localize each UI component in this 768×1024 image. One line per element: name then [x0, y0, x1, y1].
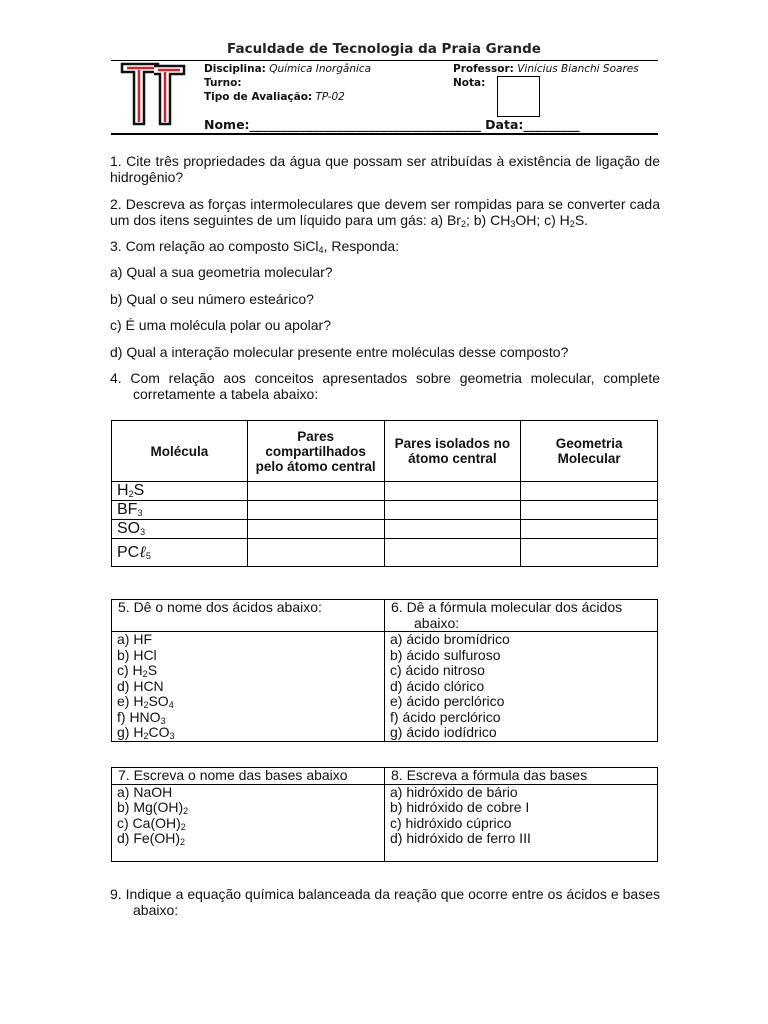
geometry-table — [111, 420, 658, 567]
answer-cell[interactable] — [521, 539, 658, 567]
data-blank[interactable]: _________ — [523, 117, 580, 132]
table-row — [112, 520, 658, 539]
formula-bf3: $BF_3$ — [117, 501, 143, 518]
professor-field: Professor: Vinícius Bianchi Soares — [453, 63, 639, 75]
grade-box[interactable] — [497, 76, 540, 117]
col-pares-compartilhados: Pares compartilhados pelo átomo central — [247, 421, 384, 482]
col-pares-isolados: Pares isolados no átomo central — [384, 421, 521, 482]
question-1: 1. Cite três propriedades da água que possam ser atribuídas à existência de ligação de hidrogênio? — [110, 153, 660, 185]
table-row — [112, 482, 658, 501]
acids-list-names — [112, 632, 385, 742]
nome-blank[interactable]: _____________________________________ — [249, 117, 481, 132]
question-3a: a) Qual a sua geometria molecular? — [110, 264, 333, 280]
tipo-avaliacao-field: Tipo de Avaliação: TP-02 — [204, 91, 345, 103]
list-item: d) HCN — [117, 677, 164, 694]
nome-label: Nome: — [204, 117, 250, 132]
question-7-head: 7. Escreva o nome das bases abaixo — [112, 768, 385, 785]
list-item: a) hidróxido de bário — [390, 783, 518, 800]
table-row — [112, 539, 658, 567]
nota-field: Nota: — [453, 77, 486, 89]
school-name: Faculdade de Tecnologia da Praia Grande — [227, 41, 541, 57]
data-label: Data: — [485, 117, 524, 132]
answer-cell[interactable] — [247, 501, 384, 520]
list-item: a) HF — [117, 631, 152, 647]
molecule-cell — [112, 482, 248, 501]
disciplina-field: Disciplina: Química Inorgânica — [204, 63, 372, 75]
question-3: 3. Com relação ao composto SiCl$_4$, Responda: — [110, 238, 400, 255]
list-item: f) ácido perclórico — [390, 708, 501, 725]
question-3b: b) Qual o seu número esteárico? — [110, 291, 314, 307]
list-item: b) ácido sulfuroso — [390, 646, 501, 663]
list-item: b) $Mg(OH)_2$ — [117, 799, 189, 816]
col-molecula: Molécula — [112, 421, 248, 482]
list-item: d) hidróxido de ferro III — [390, 830, 531, 846]
answer-cell[interactable] — [384, 482, 521, 501]
acids-table-body — [112, 632, 658, 742]
answer-cell[interactable] — [384, 520, 521, 539]
list-item: c) ácido nitroso — [390, 662, 485, 678]
geometry-table-header — [112, 421, 658, 482]
answer-cell[interactable] — [247, 482, 384, 501]
bases-list-names — [112, 784, 385, 861]
question-5-head: 5. Dê o nome dos ácidos abaixo: — [112, 600, 385, 632]
bases-table-body — [112, 784, 658, 861]
acids-table — [111, 599, 658, 742]
answer-cell[interactable] — [521, 520, 658, 539]
question-4-text: 4. Com relação aos conceitos apresentados sobre geometria molecular, complete corretamente a tabela abaixo: — [110, 370, 660, 402]
list-item: b) hidróxido de cobre I — [390, 799, 530, 815]
answer-cell[interactable] — [384, 539, 521, 567]
question-2 — [110, 196, 660, 228]
list-item: c) $H_2S$ — [117, 662, 158, 679]
answer-cell[interactable] — [521, 482, 658, 501]
question-6-head — [385, 600, 658, 632]
list-item: d) ácido clórico — [390, 677, 485, 694]
list-item: a) NaOH — [117, 783, 173, 800]
bases-table — [111, 767, 658, 862]
question-3d: d) Qual a interação molecular presente entre moléculas desse composto? — [110, 344, 569, 360]
list-item: g) ácido iodídrico — [390, 724, 497, 740]
name-date-line[interactable] — [204, 117, 580, 132]
list-item: c) hidróxido cúprico — [390, 814, 512, 831]
fatec-logo — [118, 60, 188, 128]
turno-field: Turno: — [204, 77, 242, 89]
list-item: d) $Fe(OH)_2$ — [117, 830, 186, 847]
list-item: c) $Ca(OH)_2$ — [117, 814, 186, 832]
formula-pcl5: PCℓ$_5$ — [117, 543, 151, 561]
answer-cell[interactable] — [521, 501, 658, 520]
question-8-head: 8. Escreva a fórmula das bases — [385, 768, 658, 785]
molecule-cell — [112, 520, 248, 539]
list-item: e) ácido perclórico — [390, 693, 505, 709]
acids-table-header — [112, 600, 658, 632]
answer-cell[interactable] — [247, 539, 384, 567]
question-3c: c) É uma molécula polar ou apolar? — [110, 317, 332, 333]
header-bottom-rule — [111, 133, 658, 135]
list-item: f) $HNO_3$ — [117, 708, 166, 726]
question-2-text: 2. Descreva as forças intermoleculares que devem ser rompidas para se converter cada um dos itens seguintes de um líquido para um gás: a) $Br_2$; b) $CH_3OH$; c) $H_2S$. — [110, 196, 660, 229]
formula-h2s: $H_2S$ — [117, 482, 145, 499]
question-4 — [110, 370, 660, 402]
list-item: a) ácido bromídrico — [390, 631, 510, 647]
list-item: b) HCl — [117, 646, 157, 663]
question-9-text: 9. Indique a equação química balanceada da reação que ocorre entre os ácidos e bases abaixo: — [110, 886, 660, 918]
question-6-text: 6. Dê a fórmula molecular dos ácidos abaixo: — [391, 599, 623, 631]
list-item: g) $H_2CO_3$ — [117, 724, 175, 741]
answer-cell[interactable] — [247, 520, 384, 539]
acids-list-formulas — [385, 632, 658, 742]
table-row — [112, 501, 658, 520]
answer-cell[interactable] — [384, 501, 521, 520]
col-geometria: Geometria Molecular — [521, 421, 658, 482]
question-9 — [110, 886, 660, 918]
formula-so3: $SO_3$ — [117, 520, 146, 537]
bases-list-formulas — [385, 784, 658, 861]
molecule-cell — [112, 539, 248, 567]
list-item: e) $H_2SO_4$ — [117, 693, 174, 710]
bases-table-header — [112, 768, 658, 785]
header-top-rule — [111, 60, 658, 61]
molecule-cell — [112, 501, 248, 520]
